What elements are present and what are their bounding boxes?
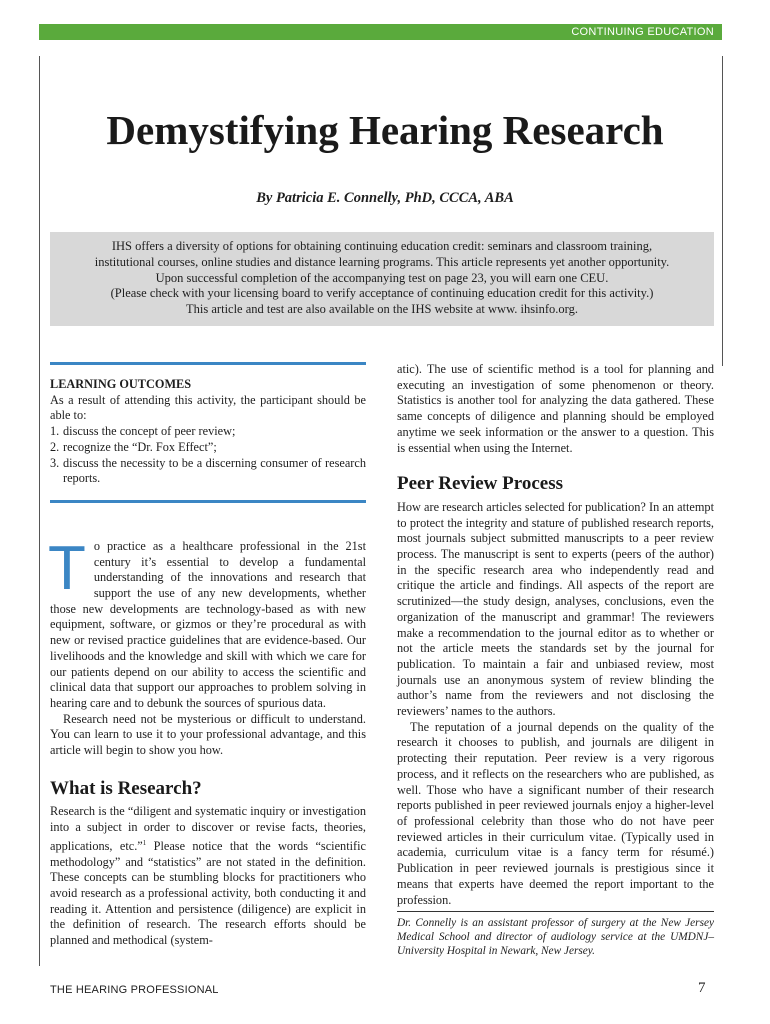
list-item: 1. discuss the concept of peer review; xyxy=(50,424,236,439)
right-column xyxy=(397,362,714,958)
list-item: 2. recognize the “Dr. Fox Effect”; xyxy=(50,439,217,454)
learning-outcomes xyxy=(50,377,366,487)
page-number: 7 xyxy=(698,980,706,996)
outcomes-bottom-rule xyxy=(50,500,366,503)
intro-paragraph-2: Research need not be mysterious or difficult to understand. You can learn to use it to your professional advantage, and this article will begin to show you how. xyxy=(50,711,366,758)
right-margin-rule xyxy=(722,56,723,366)
peer-review-paragraph-2: The reputation of a journal depends on the quality of the research it chooses to publish, and journals are diligent in protecting their reputation. Peer review is a very rigorous process, and it reflects on the researchers who are published, as well. Those who have a significant number of their research reports published in peer reviewed journals enjoy a higher-level of professional celebrity than those who do not have peer reviewed articles in their curriculum vitae. (Typically used in academia, curriculum vitae is a fancy term for résumé.) Publication in peer reviewed journals is prestigious since it means that experts have deemed the report important to the profession. xyxy=(397,719,714,907)
peer-review-paragraph-1: How are research articles selected for publication? In an attempt to protect the integrity and stature of published research reports, most journals subject submitted manuscripts to a peer review process. The manuscript is sent to experts (peers of the author) in the specific research area who independently read and critique the article and findings. All aspects of the report are scrutinized—the study design, analyses, conclusions, even the organization of the manuscript and grammar! The reviewers make a recommendation to the journal editor as to whether or not the article meets the standards set by the journal for publication. To maintain a fair and unbiased review, most journals use an anonymous system of review blinding the author’s name from the reviewers and not disclosing the reviewers’ names to the authors. xyxy=(397,499,714,719)
footer-publication: THE HEARING PROFESSIONAL xyxy=(50,984,219,996)
info-line: (Please check with your licensing board to verify acceptance of continuing education credit for this activity.) xyxy=(110,286,654,301)
drop-cap: T xyxy=(48,533,86,603)
research-paragraph: Research is the “diligent and systematic inquiry or investigation into a subject in order to discover or revise facts, theories, applications, etc.”$^1$ Please notice that the words “scientific methodology” and “statistics” are not stated in the definition. These concepts can be stumbling blocks for practitioners who avoid research as a professional activity, both conducting it and reading it. Attention and persistence (diligence) are explicit in the definition of research. The research efforts should be planned and methodical (system- xyxy=(50,804,366,948)
outcomes-top-rule xyxy=(50,362,366,365)
outcomes-intro: As a result of attending this activity, the participant should be able to: xyxy=(50,392,366,423)
outcomes-list xyxy=(50,424,366,487)
left-column xyxy=(50,362,366,949)
section-heading-peer-review: Peer Review Process xyxy=(397,473,563,495)
author-bio: Dr. Connelly is an assistant professor of surgery at the New Jersey Medical School and director of audiology service at the UMDNJ–University Hospital in Newark, New Jersey. xyxy=(397,911,714,958)
list-item: 3. discuss the necessity to be a discerning consumer of research reports. xyxy=(50,455,366,486)
section-banner: CONTINUING EDUCATION xyxy=(39,24,722,40)
section-heading-what-is-research: What is Research? xyxy=(50,777,202,799)
article-byline: By Patricia E. Connelly, PhD, CCCA, ABA xyxy=(256,190,514,206)
info-line: This article and test are also available on the IHS website at www. ihsinfo.org. xyxy=(186,302,578,317)
article-title: Demystifying Hearing Research xyxy=(106,107,664,153)
info-line: IHS offers a diversity of options for obtaining continuing education credit: seminars and classroom training, xyxy=(111,239,653,253)
ceu-info-box xyxy=(50,232,714,326)
continued-paragraph: atic). The use of scientific method is a tool for planning and executing an investigation of some phenomenon or theory. Statistics is another tool for analyzing the data gathered. These same concepts of diligence and planning should be employed anytime we seek information or the answer to a question. This is essential when using the Internet. xyxy=(397,362,714,455)
info-line: institutional courses, online studies and distance learning programs. This article represents yet another opportunity. xyxy=(94,254,670,269)
intro-paragraph: To practice as a healthcare professional in the 21st century it’s essential to develop a fundamental understanding of the innovations and research that support the use of any new developments, whether those new developments are technology-based as with new equipment, software, or gizmos or they’re procedural as with new or revised practice guidelines that are evidence-based. Our livelihoods and the knowledge and skill with which we care for our patients depend on our ability to access the scientific and clinical data that support our approaches to problem solving in hearing care and to debunk the sources of spurious data. xyxy=(48,533,366,710)
info-line: Upon successful completion of the accompanying test on page 23, you will earn one CEU. xyxy=(155,270,609,285)
outcomes-heading: LEARNING OUTCOMES xyxy=(50,377,192,391)
footnote-ref: 1 xyxy=(142,838,147,847)
